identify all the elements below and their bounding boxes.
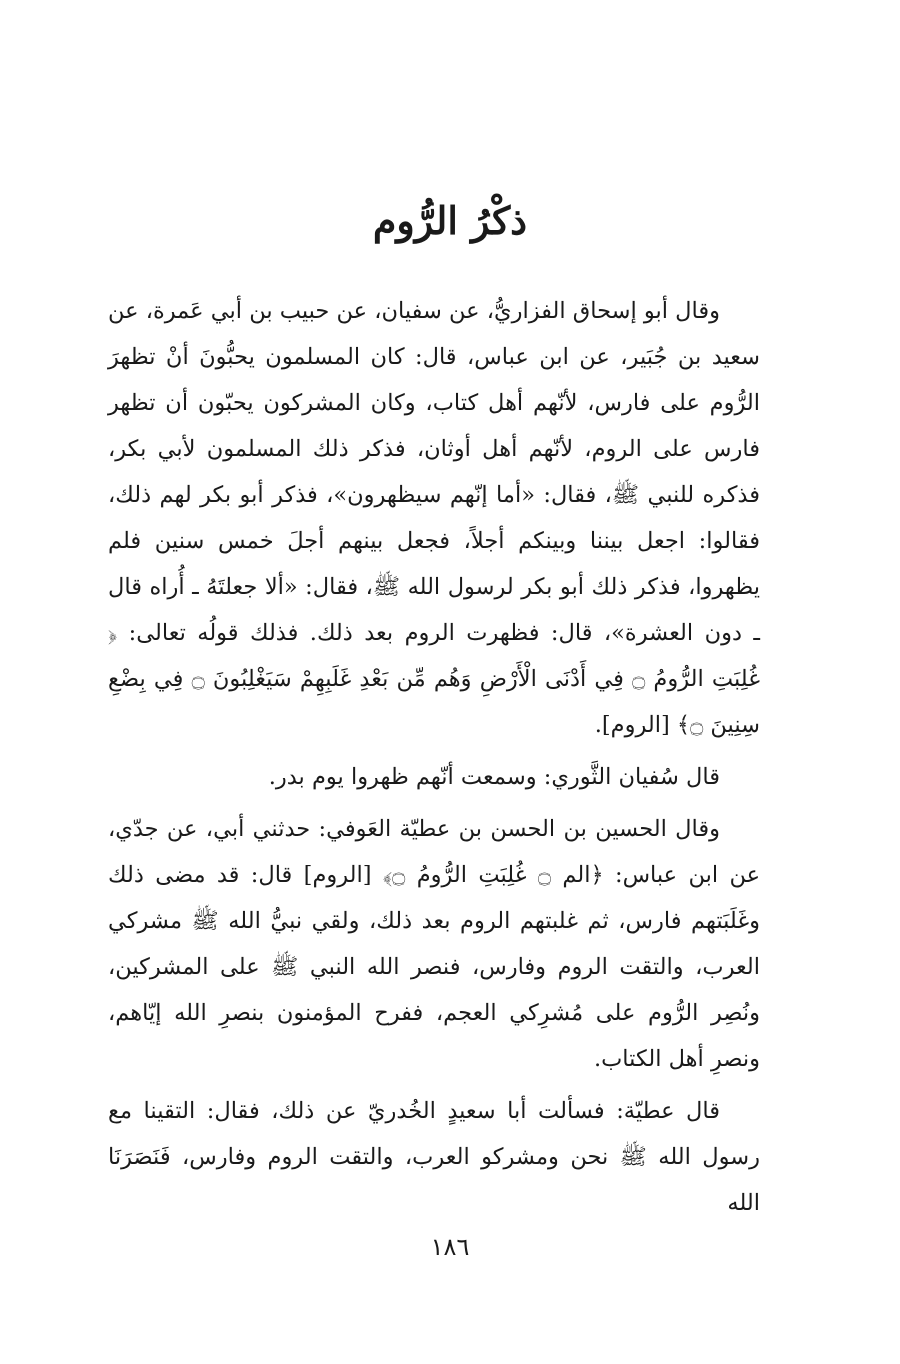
paragraph: قال عطيّة: فسألت أبا سعيدٍ الخُدريّ عن ذلك، فقال: التقينا مع رسول الله ﷺ نحن ومشركو العرب، والتقت الروم وفارس، فَنَصَرَنَا الله <box>108 1098 760 1216</box>
page-number: ١٨٦ <box>430 1233 470 1261</box>
paragraph: وقال أبو إسحاق الفزاريُّ، عن سفيان، عن حبيب بن أبي عَمرة، عن سعيد بن جُبَير، عن ابن عباس، قال: كان المسلمون يحبُّونَ أنْ تظهرَ الرُّوم على فارس، لأنّهم أهل كتاب، وكان المشركون يحبّون أن تظهر فارس على الروم، لأنّهم أهل أوثان، فذكر ذلك المسلمون لأبي بكر، فذكره للنبي ﷺ، فقال: «أما إنّهم سيظهرون»، فذكر أبو بكر لهم ذلك، فقالوا: اجعل بيننا وبينكم أجلاً، فجعل بينهم أجلَ خمس سنين فلم يظهروا، فذكر ذلك أبو بكر لرسول الله ﷺ، فقال: «ألا جعلتَهُ ـ أُراه قال ـ دون العشرة»، قال: فظهرت الروم بعد ذلك. فذلك قولُه تعالى: ﴿ غُلِبَتِ الرُّومُ ۝ فِي أَدْنَى الْأَرْضِ وَهُم مِّن بَعْدِ غَلَبِهِمْ سَيَغْلِبُونَ ۝ فِي بِضْعِ سِنِينَ ۝﴾ [الروم]. <box>108 298 760 738</box>
chapter-title: ذكْرُ الرُّوم <box>372 198 528 244</box>
body-text <box>108 288 760 1232</box>
paragraph: وقال الحسين بن الحسن بن عطيّة العَوفي: حدثني أبي، عن جدّي، عن ابن عباس: ﴿الم ۝ غُلِبَتِ الرُّومُ ۝﴾ [الروم] قال: قد مضى ذلك وغَلَبَتهم فارس، ثم غلبتهم الروم بعد ذلك، ولقي نبيُّ الله ﷺ مشركي العرب، والتقت الروم وفارس، فنصر الله النبي ﷺ على المشركين، ونُصِر الرُّوم على مُشرِكي العجم، ففرح المؤمنون بنصرِ الله إيّاهم، ونصرِ أهل الكتاب. <box>108 816 761 1072</box>
paragraph: قال سُفيان الثَّوري: وسمعت أنّهم ظهروا يوم بدر. <box>268 764 720 790</box>
